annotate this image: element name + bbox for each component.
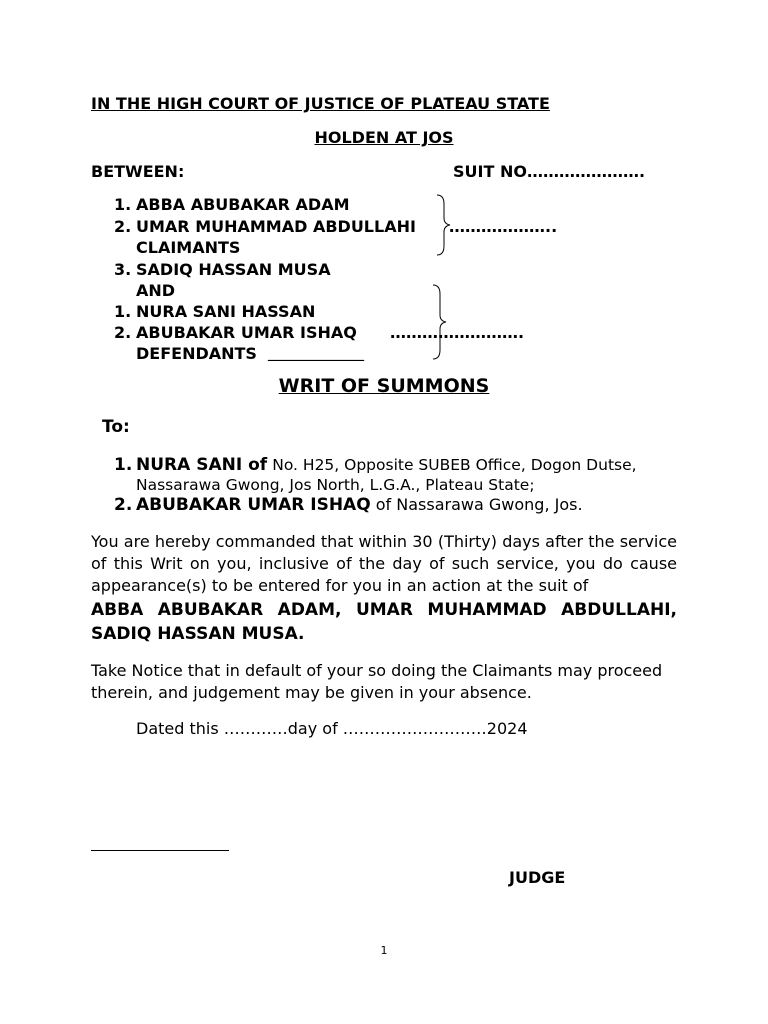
judge-label: JUDGE [509,868,566,887]
claimant-name: SADIQ HASSAN MUSA [136,260,331,279]
claimant-number: 3. [114,260,132,279]
recipient-address: of Nassarawa Gwong, Jos. [375,495,583,514]
court-title: IN THE HIGH COURT OF JUSTICE OF PLATEAU STATE [91,94,550,113]
defendants-label: DEFENDANTS [136,344,257,363]
recipient-line [136,455,637,475]
between-label: BETWEEN: [91,162,185,181]
recipient-name: NURA SANI of [136,455,268,475]
claimants-label: CLAIMANTS [136,238,241,257]
plaintiff-names: ABBA ABUBAKAR ADAM, UMAR MUHAMMAD ABDULLAHI, SADIQ HASSAN MUSA. [91,600,677,644]
claimants-dots: ……………….. [449,217,558,236]
dated-line: Dated this …………day of ………………………2024 [136,719,528,738]
claimant-name: UMAR MUHAMMAD ABDULLAHI [136,217,416,236]
defendant-number: 1. [114,302,132,321]
defendant-name: ABUBAKAR UMAR ISHAQ [136,323,357,342]
signature-line [91,850,229,851]
claimant-number: 1. [114,195,132,214]
command-paragraph: You are hereby commanded that within 30 (Thirty) days after the service of this Writ on you, inclusive of the day of such service, you do cause appearance(s) to be entered for you in an action at the suit of [91,532,677,595]
to-label: To: [102,417,130,437]
defendants-brace [430,284,450,360]
defendants-underline: ____________ [268,342,364,361]
defendants-dots: ……………………. [390,323,525,342]
writ-title: WRIT OF SUMMONS [278,375,490,397]
recipient-name: ABUBAKAR UMAR ISHAQ [136,495,371,515]
recipient-number: 1. [114,455,133,475]
recipient-address: Nassarawa Gwong, Jos North, L.G.A., Plateau State; [136,476,535,494]
claimant-name: ABBA ABUBAKAR ADAM [136,195,350,214]
recipient-line [136,495,583,515]
suit-number: SUIT NO…………………. [453,162,646,181]
page-number: 1 [380,944,388,957]
defendant-number: 2. [114,323,132,342]
and-label: AND [136,281,176,300]
defendant-name: NURA SANI HASSAN [136,302,316,321]
recipient-number: 2. [114,495,133,515]
notice-paragraph: Take Notice that in default of your so doing the Claimants may proceed therein, and judgement may be given in your absence. [91,661,663,702]
recipient-address: No. H25, Opposite SUBEB Office, Dogon Dutse, [272,456,637,474]
claimant-number: 2. [114,217,132,236]
claimants-brace [434,194,454,256]
holden-at: HOLDEN AT JOS [314,128,454,147]
